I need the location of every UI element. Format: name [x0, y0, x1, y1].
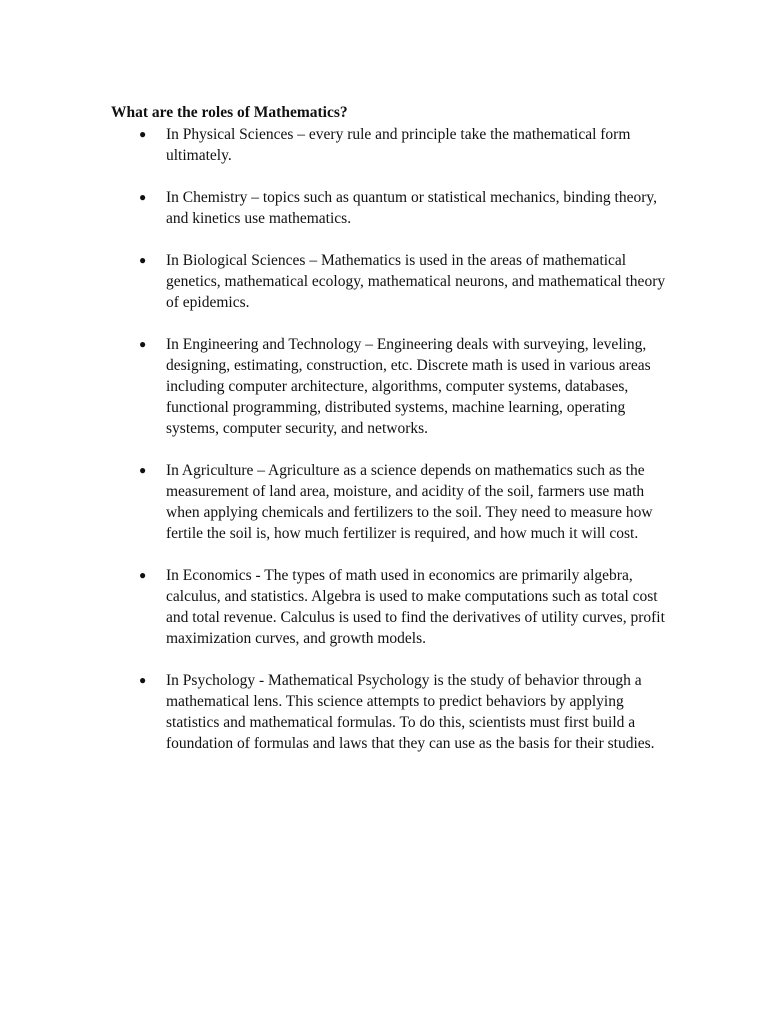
list-item-text: In Economics - The types of math used in economics are primarily algebra, calculus, and statistics. Algebra is used to make computations such as total cost and total revenue. Calculus is used to find the derivatives of utility curves, profit maximization curves, and growth models.: [166, 567, 665, 647]
list-item-agriculture: [0, 460, 768, 544]
list-item-text: In Psychology - Mathematical Psychology is the study of behavior through a mathematical lens. This science attempts to predict behaviors by applying statistics and mathematical formulas. To do this, scientists must first build a foundation of formulas and laws that they can use as the basis for their studies.: [166, 672, 655, 752]
bullet-icon: ●: [139, 568, 147, 582]
bullet-icon: ●: [139, 463, 147, 477]
list-item-text: In Chemistry – topics such as quantum or statistical mechanics, binding theory, and kinetics use mathematics.: [166, 189, 658, 227]
list-item-text: In Engineering and Technology – Engineering deals with surveying, leveling, designing, estimating, construction, etc. Discrete math is used in various areas including computer architecture, algorithms, computer systems, databases, functional programming, distributed systems, machine learning, operating systems, computer security, and networks.: [166, 336, 651, 437]
list-item-psychology: [0, 670, 768, 754]
bullet-icon: ●: [139, 673, 147, 687]
list-item-chemistry: [0, 187, 768, 229]
bullet-icon: ●: [139, 337, 147, 351]
page-title: What are the roles of Mathematics?: [111, 104, 348, 121]
list-item-engineering: [0, 334, 768, 439]
list-item-text: In Biological Sciences – Mathematics is used in the areas of mathematical genetics, mathematical ecology, mathematical neurons, and mathematical theory of epidemics.: [166, 252, 666, 311]
list-item-physical-sciences: [0, 124, 768, 166]
bullet-icon: ●: [139, 190, 147, 204]
bullet-icon: ●: [139, 127, 147, 141]
roles-bullet-list: [0, 124, 768, 775]
list-item-biological-sciences: [0, 250, 768, 313]
list-item-text: In Physical Sciences – every rule and principle take the mathematical form ultimately.: [166, 126, 631, 164]
list-item-economics: [0, 565, 768, 649]
bullet-icon: ●: [139, 253, 147, 267]
list-item-text: In Agriculture – Agriculture as a science depends on mathematics such as the measurement of land area, moisture, and acidity of the soil, farmers use math when applying chemicals and fertilizers to the soil. They need to measure how fertile the soil is, how much fertilizer is required, and how much it will cost.: [166, 462, 653, 542]
